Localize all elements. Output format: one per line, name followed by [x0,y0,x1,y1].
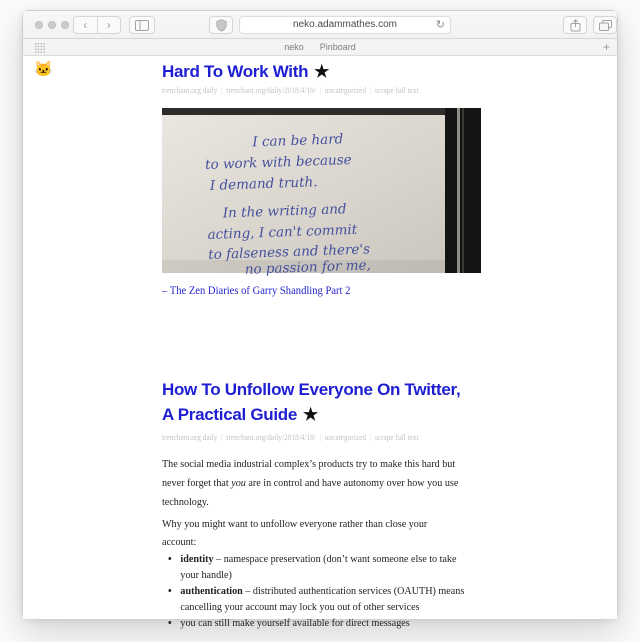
site-cat-emoji: 🐱 [34,61,53,78]
meta-link-scrape[interactable]: scrape full text [374,86,419,95]
tabs-icon [599,20,612,31]
bullet-list [162,551,465,631]
svg-text:no passion for me,: no passion for me, [244,257,372,278]
browser-window [22,10,618,629]
meta-link-permalink[interactable]: trenchant.org/daily/2018/4/19/ [226,86,316,95]
window-controls [35,21,69,29]
svg-text:acting, I can't commit: acting, I can't commit [207,221,358,244]
reload-icon[interactable]: ↻ [435,19,445,31]
history-nav-group [73,16,121,34]
post-meta: trenchant.org daily | trenchant.org/daily/2018/4/19/ | uncategorized | scrape full text [162,86,419,95]
zoom-window-button[interactable] [61,21,69,29]
paragraph: The social media industrial complex’s products try to make this hard but never forget that you are in control and have autonomy over how you use technology. [162,458,459,508]
meta-link-scrape[interactable]: scrape full text [374,433,419,442]
back-button[interactable]: ‹ [74,17,98,33]
list-item: • you can still make yourself available for direct messages [180,615,458,631]
favorites-grid-icon[interactable] [35,43,45,53]
minimize-window-button[interactable] [48,21,56,29]
list-item: • identity – namespace preservation (don’t want someone else to take your handle) [180,551,458,583]
sidebar-toggle-button[interactable] [129,16,155,34]
bullet-list-wrap [162,551,465,631]
meta-link-category[interactable]: uncategorized [324,86,367,95]
meta-link-permalink[interactable]: trenchant.org/daily/2018/4/18/ [226,433,316,442]
svg-text:I demand truth.: I demand truth. [209,174,318,194]
meta-link-category[interactable]: uncategorized [324,433,367,442]
url-text: neko.adammathes.com [293,19,397,30]
svg-text:to work with because: to work with because [204,151,352,174]
star-icon: ★ [314,62,330,81]
close-window-button[interactable] [35,21,43,29]
post-title-link[interactable]: How To Unfollow Everyone On Twitter, A Practical Guide ★ [162,380,461,424]
post-title [162,377,484,427]
post-title-link[interactable]: Hard To Work With [162,62,309,81]
bookmark-item-neko[interactable]: neko [284,42,304,52]
post-meta: trenchant.org daily | trenchant.org/daily/2018/4/18/ | uncategorized | scrape full text [162,433,419,442]
share-icon [570,19,581,32]
new-tab-button[interactable]: + [602,40,610,54]
address-bar[interactable] [239,16,451,34]
share-button[interactable] [563,16,587,34]
post-title [162,61,484,83]
photo-caption-link[interactable]: – The Zen Diaries of Garry Shandling Part 2 [162,285,351,297]
blog-column [162,56,484,631]
extension-button[interactable] [209,16,233,34]
bookmarks-bar [23,39,617,56]
shield-icon [216,19,227,32]
forward-button[interactable]: › [106,18,111,32]
svg-text:In the writing and: In the writing and [222,201,347,222]
list-item: • authentication – distributed authentication services (OAUTH) means cancelling your account may lock you out of other services [180,583,458,615]
sidebar-icon [135,20,149,31]
svg-text:to falseness and there's: to falseness and there's [207,241,371,264]
browser-toolbar [23,11,617,39]
show-tabs-button[interactable] [593,16,617,34]
meta-link-daily[interactable]: trenchant.org daily [162,86,218,95]
bookmark-item-pinboard[interactable]: Pinboard [319,42,356,52]
paragraph: Why you might want to unfollow everyone rather than close your account: [162,518,428,548]
svg-text:I can be hard: I can be hard [252,131,344,151]
page-content [23,56,617,629]
star-icon: ★ [303,405,318,424]
meta-link-daily[interactable]: trenchant.org daily [162,433,218,442]
handwriting-photo [162,108,481,278]
